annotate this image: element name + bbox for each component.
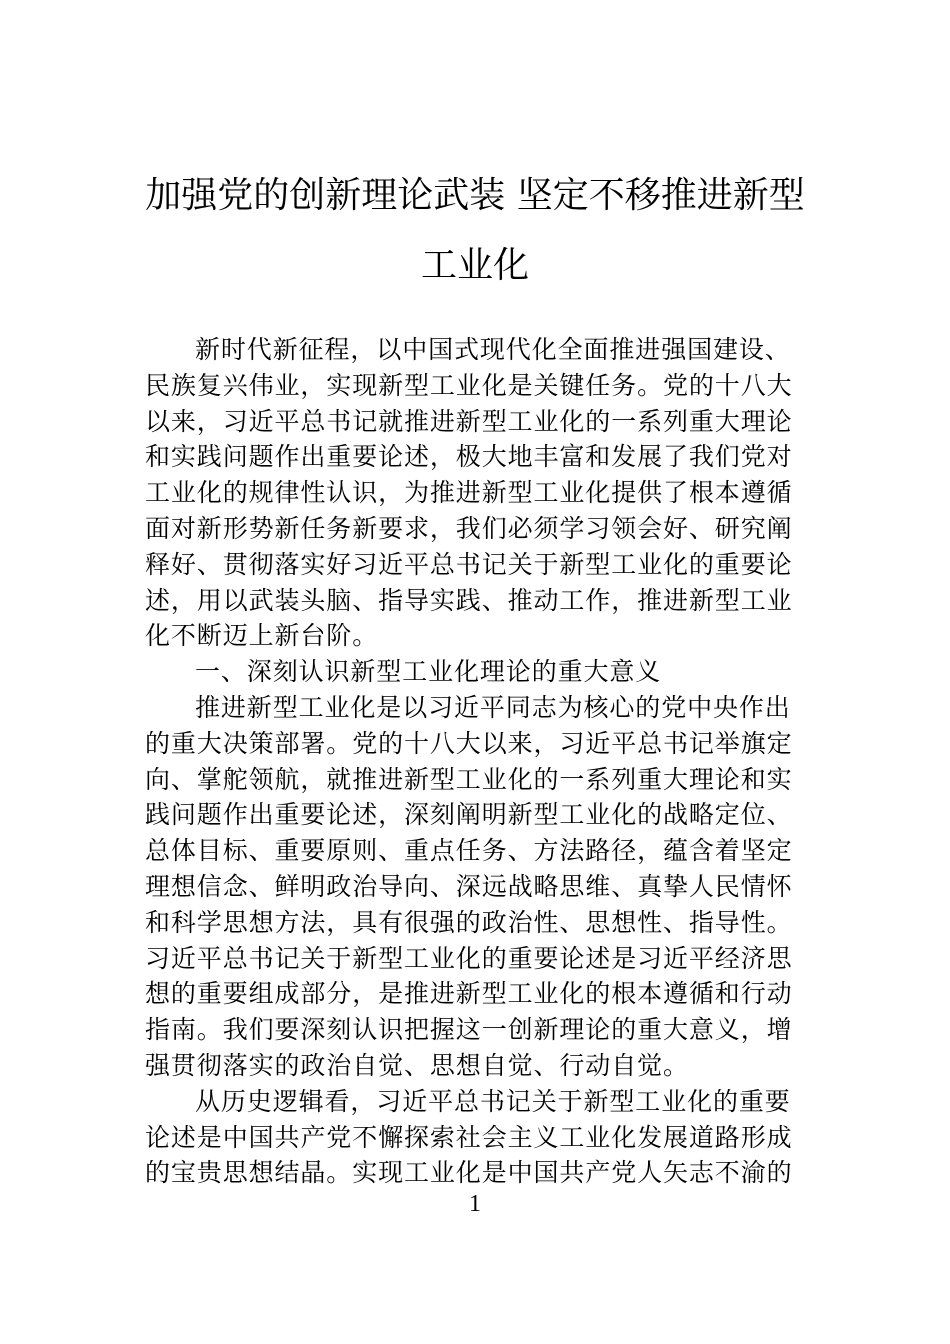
- paragraph-line: 化不断迈上新台阶。: [145, 621, 379, 651]
- paragraph-line: 习近平总书记关于新型工业化的重要论述是习近平经济思: [145, 943, 793, 973]
- paragraph-line: 以来，习近平总书记就推进新型工业化的一系列重大理论: [145, 406, 793, 436]
- paragraph-line: 述，用以武装头脑、指导实践、推动工作，推进新型工业: [145, 585, 793, 615]
- paragraph-line: 工业化的规律性认识，为推进新型工业化提供了根本遵循: [145, 478, 793, 508]
- section-heading: 一、深刻认识新型工业化理论的重大意义: [195, 657, 662, 687]
- document-title-line-1: 加强党的创新理论武装 坚定不移推进新型: [145, 175, 805, 216]
- paragraph-line: 和实践问题作出重要论述，极大地丰富和发展了我们党对: [145, 442, 793, 472]
- paragraph-line: 从历史逻辑看，习近平总书记关于新型工业化的重要: [195, 1086, 791, 1116]
- paragraph-line: 向、掌舵领航，就推进新型工业化的一系列重大理论和实: [145, 764, 793, 794]
- paragraph-line: 指南。我们要深刻认识把握这一创新理论的重大意义，增: [145, 1015, 793, 1045]
- document-body: [145, 332, 809, 1191]
- paragraph-line: 的宝贵思想结晶。实现工业化是中国共产党人矢志不渝的: [145, 1158, 793, 1188]
- paragraph-line: 强贯彻落实的政治自觉、思想自觉、行动自觉。: [145, 1050, 689, 1080]
- paragraph-line: 推进新型工业化是以习近平同志为核心的党中央作出: [195, 692, 791, 722]
- paragraph-line: 新时代新征程，以中国式现代化全面推进强国建设、: [195, 335, 791, 364]
- paragraph-line: 释好、贯彻落实好习近平总书记关于新型工业化的重要论: [145, 549, 793, 579]
- paragraph-line: 践问题作出重要论述，深刻阐明新型工业化的战略定位、: [145, 800, 793, 830]
- paragraph-line: 的重大决策部署。党的十八大以来，习近平总书记举旗定: [145, 728, 793, 758]
- paragraph-line: 总体目标、重要原则、重点任务、方法路径，蕴含着坚定: [145, 836, 793, 866]
- paragraph-line: 想的重要组成部分，是推进新型工业化的根本遵循和行动: [145, 979, 793, 1009]
- paragraph-line: 理想信念、鲜明政治导向、深远战略思维、真挚人民情怀: [145, 871, 793, 901]
- paragraph-line: 论述是中国共产党不懈探索社会主义工业化发展道路形成: [145, 1122, 793, 1152]
- paragraph-line: 和科学思想方法，具有很强的政治性、思想性、指导性。: [145, 907, 793, 937]
- document-title-line-2: 工业化: [420, 245, 529, 286]
- paragraph-line: 面对新形势新任务新要求，我们必须学习领会好、研究阐: [145, 513, 793, 543]
- paragraph-line: 民族复兴伟业，实现新型工业化是关键任务。党的十八大: [145, 370, 793, 400]
- page-number: 1: [469, 1191, 481, 1217]
